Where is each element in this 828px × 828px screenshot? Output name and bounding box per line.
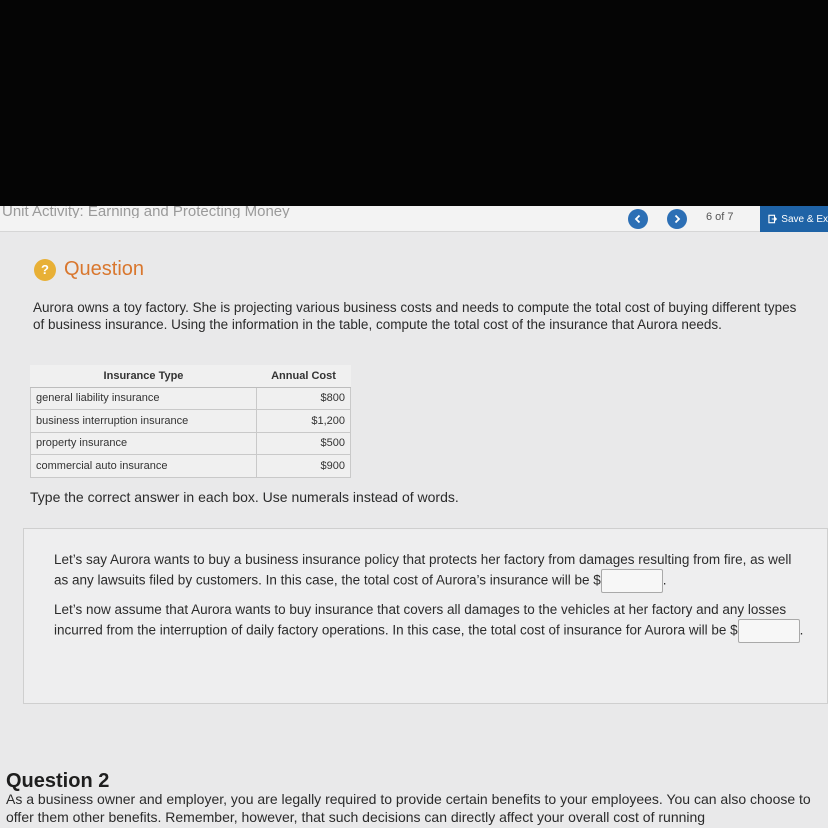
annual-cost-cell: $800: [257, 387, 351, 410]
table-header-row: [31, 365, 351, 387]
part2-answer-input[interactable]: [738, 619, 800, 643]
column-header-cost: Annual Cost: [257, 365, 351, 387]
exit-icon: [768, 214, 777, 224]
chevron-left-icon: [633, 214, 643, 224]
instruction-text: Type the correct answer in each box. Use numerals instead of words.: [30, 489, 459, 505]
part1-text: Let’s say Aurora wants to buy a business insurance policy that protects her factory from damages resulting from fire, as well as any lawsuits filed by customers. In this case, the total cost of Aurora’s insurance will be $: [54, 552, 792, 588]
annual-cost-cell: $1,200: [257, 410, 351, 433]
unit-title: Unit Activity: Earning and Protecting Money: [2, 206, 290, 218]
save-exit-label: Save & Ex: [781, 213, 828, 225]
part2-period: .: [799, 622, 804, 638]
part2-text: Let’s now assume that Aurora wants to buy insurance that covers all damages to the vehicles at her factory and any losses incurred from the interruption of daily factory operations. In this case, the total cost of insurance for Aurora will be $: [54, 602, 787, 638]
insurance-type-cell: property insurance: [31, 432, 257, 455]
question-icon: ?: [34, 259, 56, 281]
chevron-right-icon: [672, 214, 682, 224]
top-toolbar: [0, 206, 828, 232]
question-title: Question: [64, 258, 145, 280]
insurance-type-cell: business interruption insurance: [31, 410, 257, 433]
part2-paragraph: [54, 601, 804, 643]
column-header-type: Insurance Type: [31, 365, 257, 387]
insurance-type-cell: general liability insurance: [31, 387, 257, 410]
next-button[interactable]: [667, 209, 687, 229]
table-row: [31, 387, 351, 410]
save-exit-button[interactable]: [760, 206, 828, 232]
question-header: [34, 258, 144, 281]
question2-text: As a business owner and employer, you are legally required to provide certain benefits to your employees. You can also choose to offer them other benefits. Remember, however, that such decisions can directly affect your overall cost of running: [6, 791, 811, 825]
part1-period: .: [662, 572, 667, 588]
insurance-type-cell: commercial auto insurance: [31, 455, 257, 478]
page-counter: 6 of 7: [706, 211, 734, 223]
answer-panel: [23, 528, 828, 704]
dark-background: [0, 0, 828, 210]
question-prompt: Aurora owns a toy factory. She is projecting various business costs and needs to compute the total cost of buying different types of business insurance. Using the information in the table, compute the total cost of the insurance that Aurora needs.: [33, 300, 797, 332]
table-row: [31, 455, 351, 478]
part1-paragraph: [54, 551, 804, 593]
annual-cost-cell: $500: [257, 432, 351, 455]
part1-answer-input[interactable]: [601, 569, 663, 593]
table-row: [31, 410, 351, 433]
question2-title: Question 2: [6, 770, 110, 792]
annual-cost-cell: $900: [257, 455, 351, 478]
table-row: [31, 432, 351, 455]
previous-button[interactable]: [628, 209, 648, 229]
insurance-table: [30, 365, 351, 478]
